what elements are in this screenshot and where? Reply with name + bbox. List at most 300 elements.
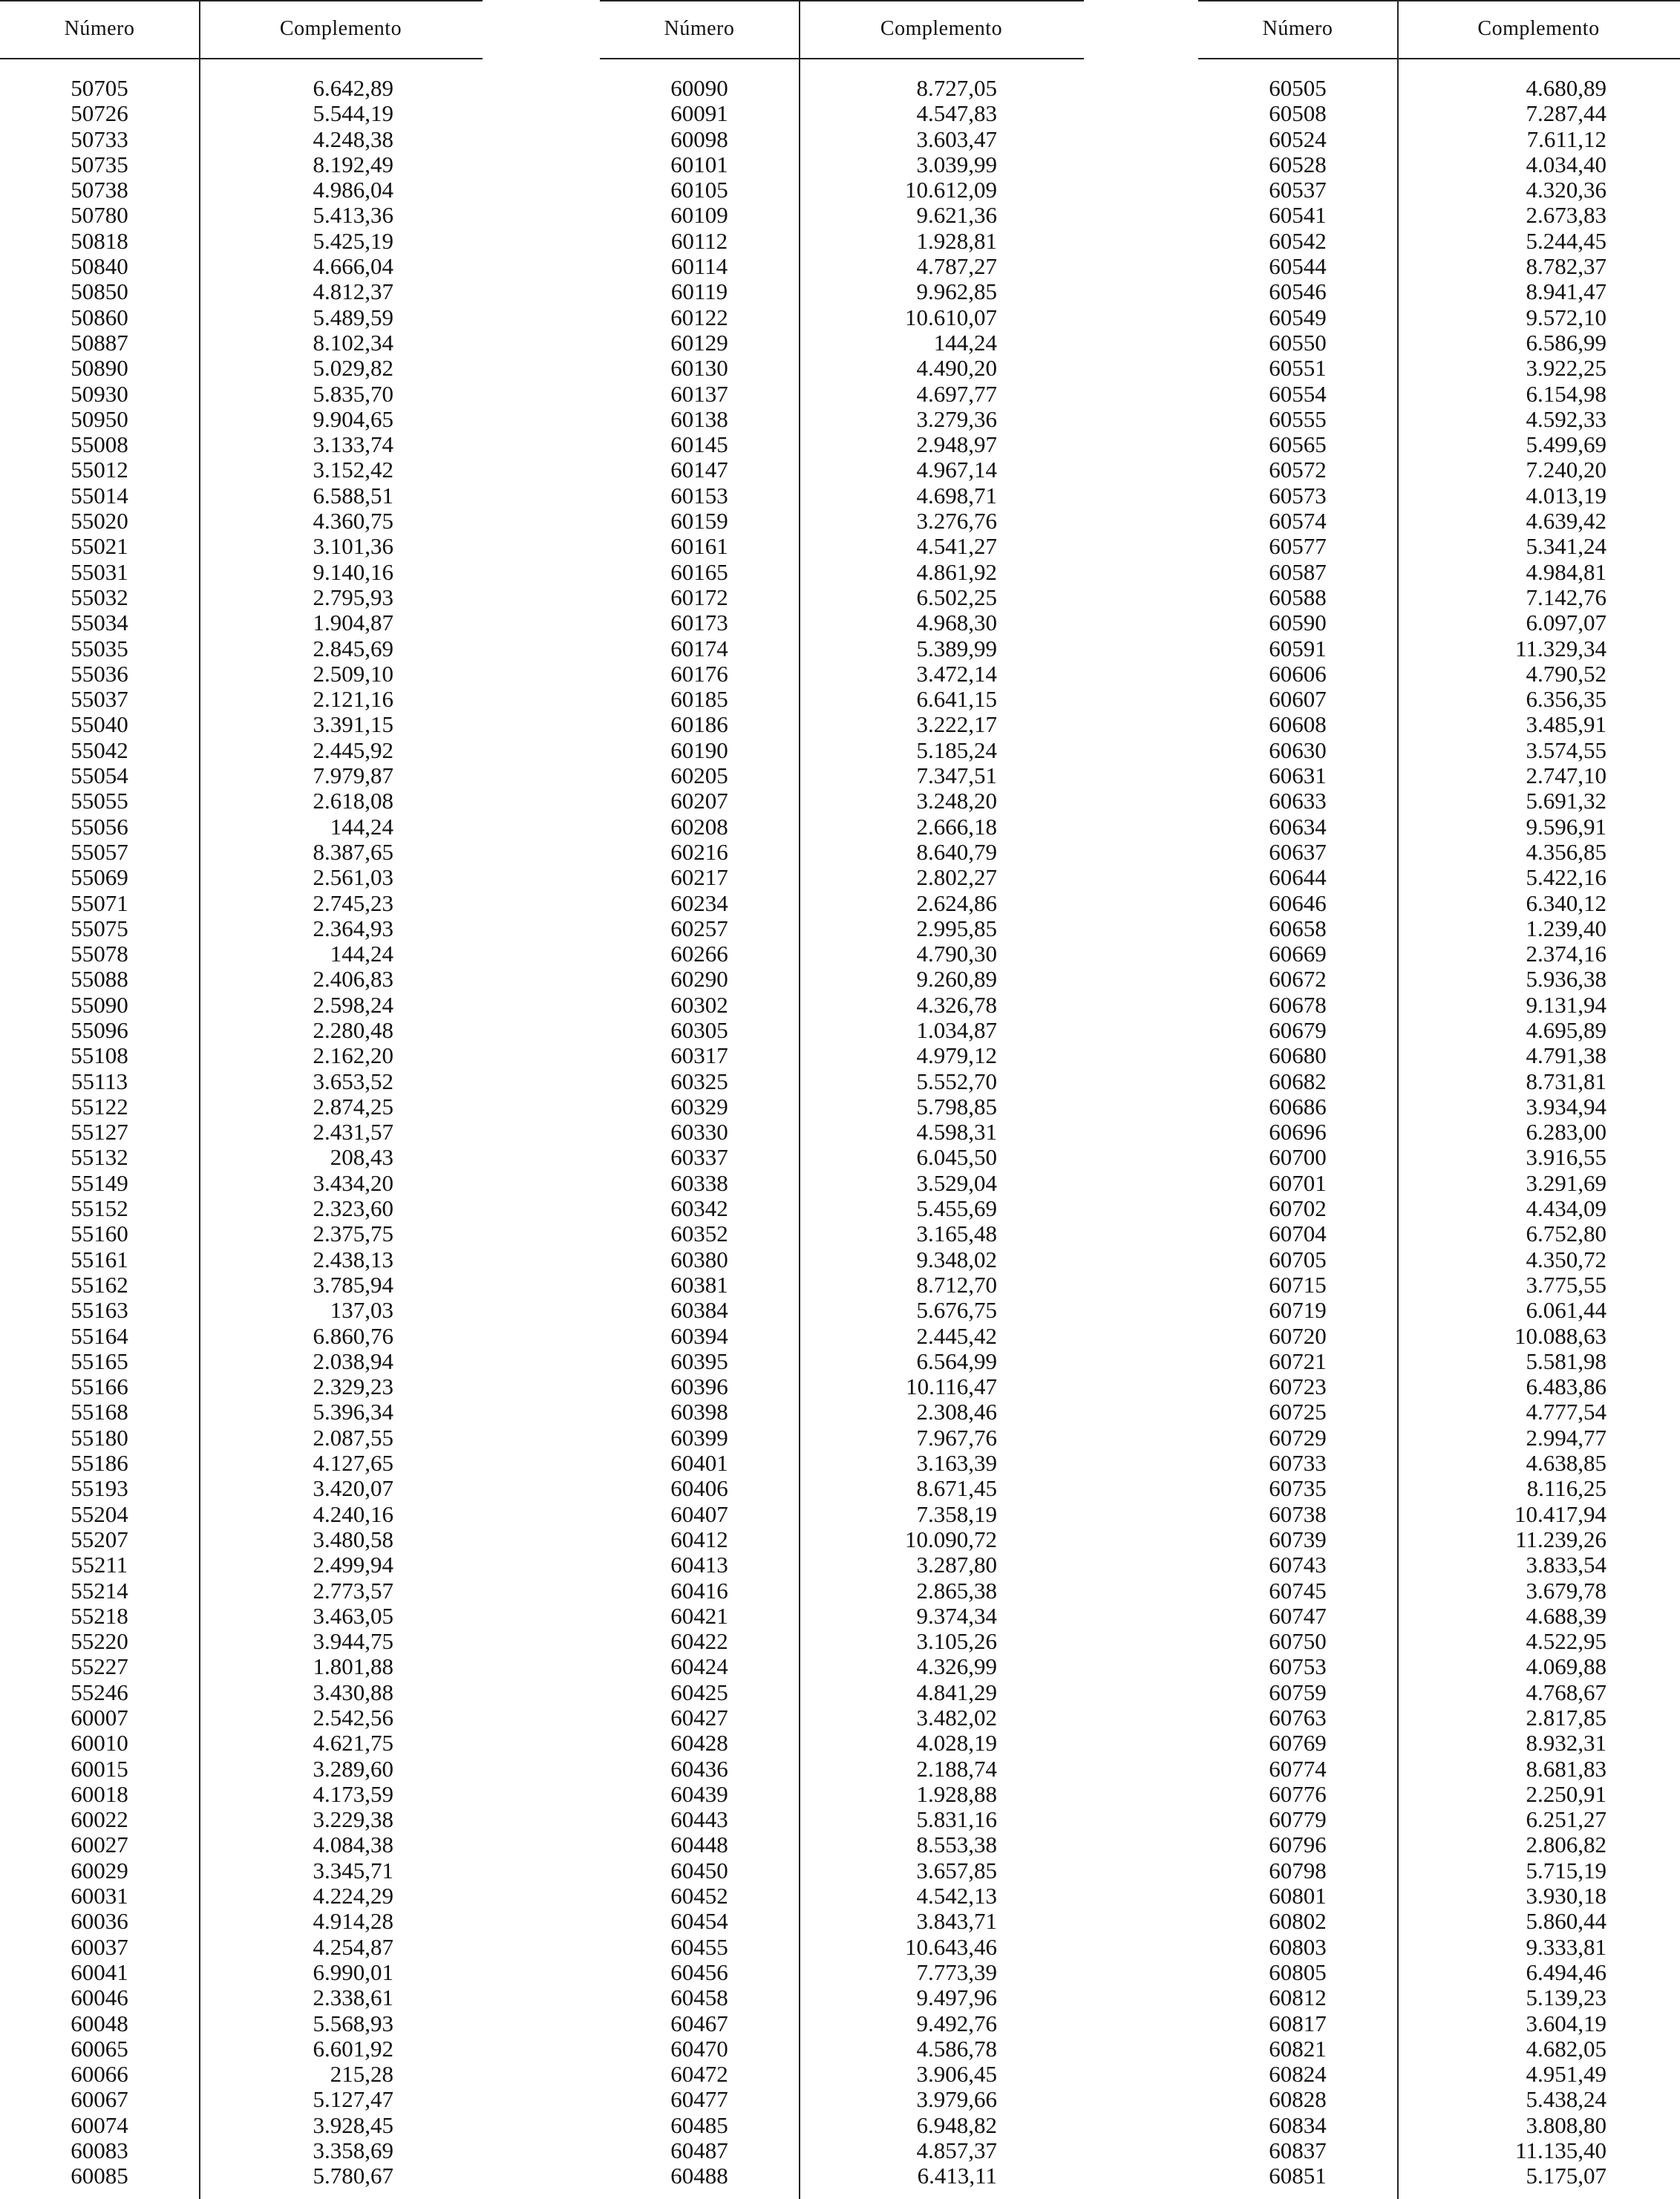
complemento-cell: 1.801,88: [313, 1653, 393, 1680]
numero-cell: 60067: [71, 2086, 128, 2113]
complemento-cell: 5.422,16: [1526, 864, 1607, 891]
table-row: [1198, 2113, 1607, 2138]
numero-cell: 55075: [71, 915, 128, 941]
complemento-cell: 2.445,42: [916, 1322, 997, 1349]
numero-cell: 50818: [71, 227, 128, 254]
numero-cell: 60803: [1269, 1933, 1327, 1960]
complemento-cell: 144,24: [330, 941, 393, 967]
rows-1: [0, 76, 393, 2189]
complemento-cell: 5.780,67: [313, 2163, 393, 2189]
numero-cell: 60821: [1269, 2035, 1327, 2062]
numero-cell: 60091: [670, 100, 728, 127]
header-numero: Número: [664, 17, 735, 40]
table-row: [0, 534, 393, 559]
complemento-cell: 6.097,07: [1526, 610, 1607, 636]
numero-cell: 50930: [71, 380, 128, 407]
numero-cell: 60679: [1269, 1016, 1327, 1043]
numero-cell: 55020: [71, 508, 128, 535]
table-row: [1198, 1782, 1607, 1807]
numero-cell: 60678: [1269, 991, 1327, 1018]
numero-cell: 60546: [1269, 278, 1327, 305]
numero-cell: 55008: [71, 431, 128, 458]
numero-cell: 60630: [1269, 736, 1327, 763]
table-row: [1198, 330, 1607, 356]
complemento-cell: 6.588,51: [313, 482, 393, 509]
numero-cell: 60165: [670, 558, 728, 585]
table-row: [0, 1247, 393, 1272]
complemento-cell: 4.639,42: [1526, 508, 1607, 535]
complemento-cell: 4.790,52: [1526, 660, 1607, 687]
complemento-cell: 4.013,19: [1526, 482, 1607, 509]
complemento-cell: 3.833,54: [1526, 1552, 1607, 1578]
numero-cell: 60207: [670, 788, 728, 814]
table-row: [0, 1349, 393, 1374]
table-row: [600, 1782, 997, 1807]
table-row: [0, 1527, 393, 1552]
numero-cell: 55032: [71, 584, 128, 610]
complemento-cell: 2.323,60: [313, 1195, 393, 1222]
complemento-cell: 10.116,47: [906, 1373, 997, 1400]
header-numero: Número: [1262, 17, 1333, 40]
numero-cell: 60395: [670, 1347, 728, 1374]
complemento-cell: 11.135,40: [1515, 2137, 1607, 2164]
numero-cell: 60774: [1269, 1755, 1327, 1782]
complemento-cell: 9.333,81: [1526, 1933, 1607, 1960]
table-row: [0, 1451, 393, 1476]
complemento-cell: 3.222,17: [916, 711, 997, 738]
numero-cell: 60137: [670, 380, 728, 407]
complemento-cell: 4.841,29: [916, 1679, 997, 1705]
table-row: [600, 916, 997, 941]
numero-cell: 60186: [670, 711, 728, 738]
table-row: [600, 1043, 997, 1068]
complemento-cell: 3.843,71: [916, 1908, 997, 1935]
numero-cell: 60700: [1269, 1144, 1327, 1171]
complemento-cell: 3.930,18: [1526, 1883, 1607, 1909]
complemento-cell: 4.586,78: [916, 2035, 997, 2062]
numero-cell: 60380: [670, 1246, 728, 1272]
table-row: [1198, 1858, 1607, 1883]
numero-cell: 60317: [670, 1042, 728, 1069]
complemento-cell: 5.676,75: [916, 1297, 997, 1324]
table-row: [1198, 1324, 1607, 1349]
table-row: [1198, 1043, 1607, 1068]
complemento-cell: 2.509,10: [313, 660, 393, 687]
table-row: [1198, 1399, 1607, 1425]
table-row: [0, 1654, 393, 1679]
table-row: [1198, 661, 1607, 687]
table-row: [1198, 738, 1607, 763]
numero-cell: 60587: [1269, 558, 1327, 585]
numero-cell: 60682: [1269, 1068, 1327, 1094]
numero-cell: 60153: [670, 482, 728, 509]
complemento-cell: 2.374,16: [1526, 941, 1607, 967]
table-row: [600, 76, 997, 101]
table-row: [0, 2113, 393, 2138]
complemento-cell: 4.790,30: [916, 941, 997, 967]
complemento-cell: 3.934,94: [1526, 1093, 1607, 1120]
numero-cell: 60234: [670, 889, 728, 916]
complemento-cell: 2.817,85: [1526, 1705, 1607, 1731]
numero-cell: 60524: [1269, 125, 1327, 152]
numero-cell: 60037: [71, 1933, 128, 1960]
table-row: [0, 814, 393, 840]
table-row: [0, 585, 393, 610]
complemento-cell: 5.244,45: [1526, 227, 1607, 254]
numero-cell: 60450: [670, 1857, 728, 1883]
complemento-cell: 6.860,76: [313, 1322, 393, 1349]
numero-cell: 60577: [1269, 533, 1327, 560]
complemento-cell: 3.928,45: [313, 2111, 393, 2138]
numero-cell: 55036: [71, 660, 128, 687]
complemento-cell: 3.979,66: [916, 2086, 997, 2113]
complemento-cell: 3.434,20: [313, 1169, 393, 1196]
numero-cell: 60554: [1269, 380, 1327, 407]
complemento-cell: 3.420,07: [313, 1475, 393, 1502]
table-row: [1198, 509, 1607, 534]
numero-cell: 50780: [71, 202, 128, 229]
numero-cell: 60448: [670, 1832, 728, 1858]
numero-cell: 60715: [1269, 1271, 1327, 1298]
complemento-cell: 3.657,85: [916, 1857, 997, 1883]
complemento-cell: 6.641,15: [916, 686, 997, 713]
table-row: [1198, 967, 1607, 992]
numero-cell: 55012: [71, 457, 128, 483]
table-row: [600, 1171, 997, 1196]
table-row: [0, 916, 393, 941]
table-row: [600, 1324, 997, 1349]
numero-cell: 60837: [1269, 2137, 1327, 2164]
complemento-cell: 11.329,34: [1515, 635, 1607, 661]
complemento-cell: 6.283,00: [1526, 1119, 1607, 1146]
complemento-cell: 4.173,59: [313, 1780, 393, 1807]
complemento-cell: 6.340,12: [1526, 889, 1607, 916]
complemento-cell: 6.752,80: [1526, 1221, 1607, 1247]
complemento-cell: 6.601,92: [313, 2035, 393, 2062]
table-row: [600, 356, 997, 381]
complemento-cell: 8.102,34: [313, 329, 393, 356]
complemento-cell: 7.240,20: [1526, 457, 1607, 483]
numero-cell: 60129: [670, 329, 728, 356]
table-row: [1198, 814, 1607, 840]
table-row: [0, 610, 393, 635]
table-row: [0, 763, 393, 788]
numero-cell: 55220: [71, 1628, 128, 1655]
complemento-cell: 4.356,85: [1526, 838, 1607, 865]
numero-cell: 60421: [670, 1602, 728, 1629]
table-row: [600, 585, 997, 610]
numero-cell: 55042: [71, 736, 128, 763]
table-row: [1198, 356, 1607, 381]
numero-cell: 60680: [1269, 1042, 1327, 1069]
complemento-cell: 4.224,29: [313, 1883, 393, 1909]
table-row: [1198, 1272, 1607, 1298]
numero-cell: 60776: [1269, 1780, 1327, 1807]
complemento-cell: 9.572,10: [1526, 304, 1607, 330]
table-row: [600, 1120, 997, 1145]
table-row: [0, 1629, 393, 1654]
complemento-cell: 4.547,83: [916, 100, 997, 127]
complemento-cell: 9.374,34: [916, 1602, 997, 1629]
numero-cell: 60608: [1269, 711, 1327, 738]
table-row: [0, 1171, 393, 1196]
table-row: [600, 2163, 997, 2189]
complemento-cell: 1.928,88: [916, 1780, 997, 1807]
complemento-cell: 2.747,10: [1526, 762, 1607, 789]
table-row: [600, 1425, 997, 1451]
table-row: [0, 1018, 393, 1043]
complemento-cell: 6.494,46: [1526, 1958, 1607, 1985]
numero-cell: 60824: [1269, 2061, 1327, 2088]
table-row: [0, 229, 393, 254]
numero-cell: 60029: [71, 1857, 128, 1883]
table-row: [0, 1043, 393, 1068]
complemento-cell: 5.798,85: [916, 1093, 997, 1120]
table-row: [1198, 152, 1607, 177]
complemento-cell: 4.967,14: [916, 457, 997, 483]
complemento-cell: 4.069,88: [1526, 1653, 1607, 1680]
numero-cell: 60634: [1269, 813, 1327, 840]
complemento-cell: 4.791,38: [1526, 1042, 1607, 1069]
complemento-cell: 5.413,36: [313, 202, 393, 229]
numero-cell: 55031: [71, 558, 128, 585]
complemento-cell: 9.621,36: [916, 202, 997, 229]
table-row: [0, 967, 393, 992]
complemento-cell: 4.621,75: [313, 1730, 393, 1757]
table-row: [600, 661, 997, 687]
table-row: [1198, 1654, 1607, 1679]
numero-cell: 60208: [670, 813, 728, 840]
table-row: [1198, 2036, 1607, 2062]
numero-cell: 60455: [670, 1933, 728, 1960]
numero-cell: 60048: [71, 2010, 128, 2036]
numero-cell: 55088: [71, 966, 128, 993]
table-row: [1198, 127, 1607, 152]
complemento-cell: 6.564,99: [916, 1347, 997, 1374]
table-row: [600, 2113, 997, 2138]
table-row: [0, 1324, 393, 1349]
numero-cell: 60130: [670, 355, 728, 382]
complemento-cell: 4.979,12: [916, 1042, 997, 1069]
table-row: [1198, 1985, 1607, 2010]
table-row: [600, 203, 997, 228]
complemento-cell: 4.127,65: [313, 1450, 393, 1477]
numero-cell: 60720: [1269, 1322, 1327, 1349]
numero-cell: 60066: [71, 2061, 128, 2088]
table-row: [600, 1757, 997, 1782]
table-row: [0, 712, 393, 737]
table-row: [600, 1272, 997, 1298]
complemento-cell: 2.561,03: [313, 864, 393, 891]
numero-cell: 60112: [670, 227, 728, 254]
complemento-cell: 11.239,26: [1515, 1526, 1607, 1552]
complemento-cell: 4.326,78: [916, 991, 997, 1018]
complemento-cell: 8.681,83: [1526, 1755, 1607, 1782]
complemento-cell: 3.785,94: [313, 1271, 393, 1298]
complemento-cell: 2.666,18: [916, 813, 997, 840]
table-block-2: [600, 0, 1084, 2199]
complemento-cell: 3.922,25: [1526, 355, 1607, 382]
complemento-cell: 6.586,99: [1526, 329, 1607, 356]
table-row: [600, 1858, 997, 1883]
table-row: [0, 1960, 393, 1985]
table-row: [600, 1221, 997, 1246]
complemento-cell: 8.553,38: [916, 1832, 997, 1858]
complemento-cell: 4.695,89: [1526, 1016, 1607, 1043]
complemento-cell: 2.499,94: [313, 1552, 393, 1578]
numero-cell: 55055: [71, 788, 128, 814]
numero-cell: 60590: [1269, 610, 1327, 636]
table-row: [600, 152, 997, 177]
numero-cell: 60544: [1269, 253, 1327, 280]
numero-cell: 55166: [71, 1373, 128, 1400]
table-row: [0, 636, 393, 661]
numero-cell: 60452: [670, 1883, 728, 1909]
complemento-cell: 4.598,31: [916, 1119, 997, 1146]
complemento-cell: 2.329,23: [313, 1373, 393, 1400]
numero-cell: 55078: [71, 941, 128, 967]
table-row: [1198, 585, 1607, 610]
numero-cell: 60686: [1269, 1093, 1327, 1120]
table-row: [600, 1654, 997, 1679]
complemento-cell: 10.417,94: [1514, 1500, 1607, 1527]
table-row: [0, 2011, 393, 2036]
table-row: [0, 1935, 393, 1960]
numero-cell: 60573: [1269, 482, 1327, 509]
table-row: [600, 636, 997, 661]
header-row: [600, 0, 1084, 58]
table-row: [0, 2036, 393, 2062]
numero-cell: 60759: [1269, 1679, 1327, 1705]
complemento-cell: 8.712,70: [916, 1271, 997, 1298]
table-row: [0, 661, 393, 687]
numero-cell: 55180: [71, 1424, 128, 1451]
complemento-cell: 6.045,50: [916, 1144, 997, 1171]
numero-cell: 60574: [1269, 508, 1327, 535]
numero-cell: 60338: [670, 1169, 728, 1196]
complemento-cell: 4.034,40: [1526, 151, 1607, 177]
numero-cell: 60396: [670, 1373, 728, 1400]
complemento-cell: 2.406,83: [313, 966, 393, 993]
table-row: [1198, 1298, 1607, 1323]
table-row: [1198, 229, 1607, 254]
table-row: [0, 203, 393, 228]
complemento-cell: 4.812,37: [313, 278, 393, 305]
numero-cell: 50705: [71, 75, 128, 101]
numero-cell: 60753: [1269, 1653, 1327, 1680]
complemento-cell: 10.088,63: [1514, 1322, 1607, 1349]
complemento-cell: 5.185,24: [916, 736, 997, 763]
numero-cell: 55071: [71, 889, 128, 916]
table-row: [600, 1985, 997, 2010]
table-row: [600, 2062, 997, 2087]
table-row: [600, 1069, 997, 1094]
table-row: [600, 1960, 997, 1985]
complemento-cell: 6.502,25: [916, 584, 997, 610]
table-row: [0, 279, 393, 304]
table-row: [600, 1094, 997, 1120]
complemento-cell: 2.618,08: [313, 788, 393, 814]
table-row: [0, 1502, 393, 1527]
complemento-cell: 2.364,93: [313, 915, 393, 941]
complemento-cell: 3.248,20: [916, 788, 997, 814]
complemento-cell: 5.499,69: [1526, 431, 1607, 458]
numero-cell: 55193: [71, 1475, 128, 1502]
numero-cell: 60735: [1269, 1475, 1327, 1502]
complemento-cell: 5.396,34: [313, 1399, 393, 1425]
complemento-cell: 4.434,09: [1526, 1195, 1607, 1222]
numero-cell: 60719: [1269, 1297, 1327, 1324]
table-row: [0, 1374, 393, 1399]
complemento-cell: 3.163,39: [916, 1450, 997, 1477]
numero-cell: 55127: [71, 1119, 128, 1146]
numero-cell: 60508: [1269, 100, 1327, 127]
table-row: [0, 1221, 393, 1246]
complemento-cell: 2.250,91: [1526, 1780, 1607, 1807]
numero-cell: 55057: [71, 838, 128, 865]
complemento-cell: 5.691,32: [1526, 788, 1607, 814]
table-row: [0, 1731, 393, 1756]
numero-cell: 60672: [1269, 966, 1327, 993]
numero-cell: 60555: [1269, 405, 1327, 432]
numero-cell: 55034: [71, 610, 128, 636]
table-row: [0, 560, 393, 585]
table-row: [0, 687, 393, 712]
numero-cell: 60176: [670, 660, 728, 687]
complemento-cell: 7.773,39: [916, 1958, 997, 1985]
complemento-cell: 10.090,72: [905, 1526, 997, 1552]
numero-cell: 60565: [1269, 431, 1327, 458]
numero-cell: 60470: [670, 2035, 728, 2062]
table-row: [1198, 534, 1607, 559]
complemento-cell: 5.127,47: [313, 2086, 393, 2113]
numero-cell: 60733: [1269, 1450, 1327, 1477]
complemento-cell: 2.806,82: [1526, 1832, 1607, 1858]
table-row: [1198, 1629, 1607, 1654]
complemento-cell: 2.162,20: [313, 1042, 393, 1069]
complemento-cell: 215,28: [330, 2061, 393, 2088]
complemento-cell: 5.438,24: [1526, 2086, 1607, 2113]
table-row: [1198, 1451, 1607, 1476]
table-row: [600, 127, 997, 152]
numero-cell: 60607: [1269, 686, 1327, 713]
table-row: [600, 1374, 997, 1399]
table-row: [1198, 1807, 1607, 1832]
table-row: [0, 941, 393, 967]
table-row: [600, 407, 997, 432]
numero-cell: 60725: [1269, 1399, 1327, 1425]
header-rule: [0, 58, 483, 59]
complemento-cell: 4.350,72: [1526, 1246, 1607, 1272]
numero-cell: 60549: [1269, 304, 1327, 330]
numero-cell: 50860: [71, 304, 128, 330]
table-row: [600, 814, 997, 840]
numero-cell: 60669: [1269, 941, 1327, 967]
table-row: [0, 1807, 393, 1832]
table-row: [1198, 432, 1607, 457]
complemento-cell: 7.979,87: [313, 762, 393, 789]
numero-cell: 60425: [670, 1679, 728, 1705]
table-row: [0, 1578, 393, 1604]
table-row: [0, 865, 393, 890]
complemento-cell: 4.682,05: [1526, 2035, 1607, 2062]
complemento-cell: 3.276,76: [916, 508, 997, 535]
complemento-cell: 2.773,57: [313, 1577, 393, 1604]
complemento-cell: 144,24: [330, 813, 393, 840]
complemento-cell: 5.835,70: [313, 380, 393, 407]
complemento-cell: 7.967,76: [916, 1424, 997, 1451]
table-row: [600, 967, 997, 992]
